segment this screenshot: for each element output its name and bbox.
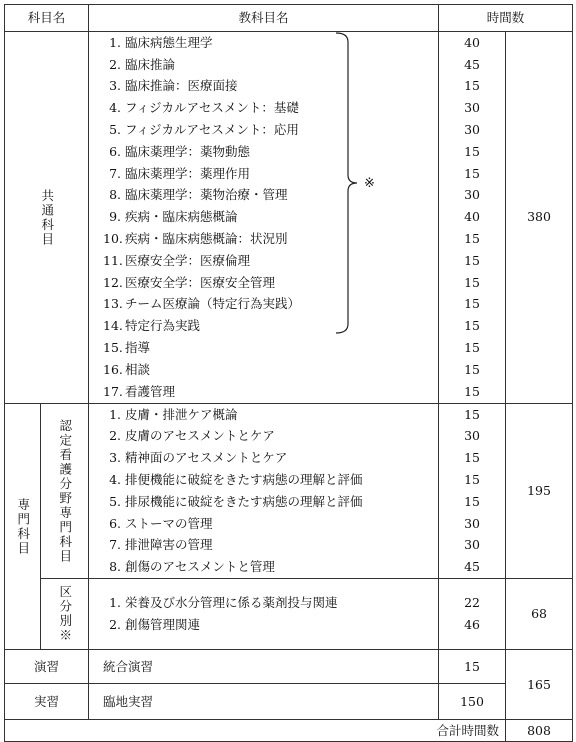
subject-name: 相談 xyxy=(125,361,151,377)
subject-row xyxy=(89,426,438,448)
subject-hours: 15 xyxy=(464,318,480,334)
specialized-label-cell xyxy=(5,404,41,650)
practicum-name: 臨地実習 xyxy=(89,684,439,720)
subject-row xyxy=(89,228,438,250)
subject-row xyxy=(89,359,438,381)
subject-number: 11. xyxy=(103,252,123,268)
exercise-label: 演習 xyxy=(5,650,89,684)
subject-name: 臨床薬理学：薬物治療・管理 xyxy=(125,187,288,203)
category-section xyxy=(5,579,573,650)
subject-hours: 15 xyxy=(464,231,480,247)
subject-number: 2. xyxy=(109,428,122,444)
category-label-cell xyxy=(41,579,89,650)
subject-number: 14. xyxy=(103,318,123,334)
subject-hours: 15 xyxy=(464,78,480,94)
subject-row xyxy=(89,381,438,403)
subject-hours: 15 xyxy=(464,340,480,356)
subject-hours: 15 xyxy=(464,252,480,268)
subject-name: チーム医療論（特定行為実践） xyxy=(125,296,301,312)
subject-row xyxy=(89,448,438,470)
subject-name: 創傷のアセスメントと管理 xyxy=(125,559,275,575)
exercise-hours: 15 xyxy=(439,650,506,684)
subject-hours: 40 xyxy=(464,209,480,225)
subject-hours: 15 xyxy=(464,450,480,466)
header-category: 科目名 xyxy=(5,5,89,32)
category-subject-list xyxy=(89,579,439,650)
subject-row xyxy=(89,491,438,513)
header-subject: 教科目名 xyxy=(89,5,439,32)
subject-number: 7. xyxy=(109,537,122,553)
certified-label-cell xyxy=(41,404,89,579)
exercise-practicum-subtotal: 165 xyxy=(506,650,573,720)
subject-row xyxy=(89,32,438,54)
subject-name: 臨床推論：医療面接 xyxy=(125,78,238,94)
subject-number: 9. xyxy=(109,209,122,225)
subject-number: 1. xyxy=(109,34,122,50)
subject-row xyxy=(89,76,438,98)
subject-row xyxy=(89,119,438,141)
subject-hours: 40 xyxy=(464,34,480,50)
subject-row xyxy=(89,513,438,535)
subject-name: 創傷管理関連 xyxy=(125,617,201,633)
subject-hours: 15 xyxy=(464,472,480,488)
subject-row xyxy=(89,185,438,207)
subject-hours: 46 xyxy=(464,617,480,633)
category-label: 区分別※ xyxy=(57,585,73,644)
subject-number: 10. xyxy=(103,231,123,247)
subject-name: フィジカルアセスメント：応用 xyxy=(125,122,299,138)
subject-name: フィジカルアセスメント：基礎 xyxy=(125,100,299,116)
header-row xyxy=(5,5,573,32)
subject-row xyxy=(89,272,438,294)
subject-number: 1. xyxy=(109,595,122,611)
subject-number: 2. xyxy=(109,617,122,633)
subject-name: ストーマの管理 xyxy=(125,515,213,531)
subject-row xyxy=(89,207,438,229)
subject-hours: 30 xyxy=(464,428,480,444)
subject-number: 13. xyxy=(103,296,123,312)
subject-hours: 45 xyxy=(464,559,480,575)
subject-name: 栄養及び水分管理に係る薬剤投与関連 xyxy=(125,595,338,611)
subject-name: 皮膚・排泄ケア概論 xyxy=(125,406,238,422)
subject-hours: 30 xyxy=(464,537,480,553)
subject-number: 6. xyxy=(109,143,122,159)
subject-number: 17. xyxy=(103,383,123,399)
practicum-hours: 150 xyxy=(439,684,506,720)
subject-hours: 30 xyxy=(464,100,480,116)
subject-name: 排泄障害の管理 xyxy=(125,537,213,553)
subject-hours: 15 xyxy=(464,383,480,399)
subject-row xyxy=(89,98,438,120)
subject-number: 4. xyxy=(109,472,122,488)
subject-hours: 30 xyxy=(464,515,480,531)
subject-hours: 15 xyxy=(464,165,480,181)
subject-name: 指導 xyxy=(125,340,151,356)
common-label-cell xyxy=(5,32,89,404)
subject-number: 8. xyxy=(109,559,122,575)
subject-number: 16. xyxy=(103,361,123,377)
subject-row xyxy=(89,535,438,557)
subject-row xyxy=(89,163,438,185)
common-section xyxy=(5,32,573,404)
exercise-name: 統合演習 xyxy=(89,650,439,684)
subject-number: 2. xyxy=(109,56,122,72)
subject-name: 疾病・臨床病態概論 xyxy=(125,209,238,225)
certified-section xyxy=(5,404,573,579)
common-subject-list xyxy=(89,32,439,404)
subject-name: 臨床薬理学：薬物動態 xyxy=(125,143,251,159)
practicum-label: 実習 xyxy=(5,684,89,720)
subject-row xyxy=(89,337,438,359)
subject-hours: 15 xyxy=(464,143,480,159)
practicum-row xyxy=(5,684,573,720)
subject-name: 排尿機能に破綻をきたす病態の理解と評価 xyxy=(125,493,363,509)
certified-subject-list xyxy=(89,404,439,579)
exercise-row xyxy=(5,650,573,684)
brace-note: ※ xyxy=(364,176,375,191)
subject-row xyxy=(89,54,438,76)
subject-name: 臨床病態生理学 xyxy=(125,34,213,50)
subject-hours: 30 xyxy=(464,187,480,203)
subject-name: 疾病・臨床病態概論：状況別 xyxy=(125,231,288,247)
subject-number: 5. xyxy=(109,122,122,138)
subject-hours: 15 xyxy=(464,274,480,290)
subject-number: 8. xyxy=(109,187,122,203)
subject-row xyxy=(89,614,438,636)
subject-row xyxy=(89,469,438,491)
header-hours: 時間数 xyxy=(439,5,573,32)
subject-number: 12. xyxy=(103,274,123,290)
total-hours: 808 xyxy=(506,720,573,742)
common-subtotal: 380 xyxy=(506,32,573,404)
subject-row xyxy=(89,404,438,426)
total-row xyxy=(5,720,573,742)
category-subtotal: 68 xyxy=(506,579,573,650)
subject-name: 排便機能に破綻をきたす病態の理解と評価 xyxy=(125,472,363,488)
subject-name: 医療安全学：医療安全管理 xyxy=(125,274,276,290)
subject-number: 5. xyxy=(109,493,122,509)
subject-row xyxy=(89,593,438,615)
subject-name: 臨床薬理学：薬理作用 xyxy=(125,165,251,181)
subject-row xyxy=(89,294,438,316)
subject-hours: 15 xyxy=(464,296,480,312)
common-hours-list xyxy=(439,32,506,404)
subject-number: 3. xyxy=(109,78,122,94)
subject-name: 精神面のアセスメントとケア xyxy=(125,450,288,466)
certified-hours-list xyxy=(439,404,506,579)
subject-hours: 15 xyxy=(464,406,480,422)
subject-name: 看護管理 xyxy=(125,383,176,399)
subject-row xyxy=(89,316,438,338)
subject-name: 臨床推論 xyxy=(125,56,176,72)
subject-hours: 15 xyxy=(464,493,480,509)
subject-name: 医療安全学：医療倫理 xyxy=(125,252,251,268)
category-hours-list xyxy=(439,579,506,650)
subject-hours: 15 xyxy=(464,361,480,377)
curriculum-table xyxy=(4,4,573,742)
subject-row xyxy=(89,141,438,163)
certified-label: 認定看護分野専門科目 xyxy=(57,418,73,564)
subject-number: 6. xyxy=(109,515,122,531)
subject-number: 15. xyxy=(103,340,123,356)
subject-hours: 22 xyxy=(464,595,480,611)
subject-row xyxy=(89,557,438,579)
common-label: 共通科目 xyxy=(39,188,55,247)
subject-number: 7. xyxy=(109,165,122,181)
subject-number: 3. xyxy=(109,450,122,466)
subject-number: 4. xyxy=(109,100,122,116)
subject-number: 1. xyxy=(109,406,122,422)
specialized-label: 専門科目 xyxy=(15,497,31,556)
subject-name: 特定行為実践 xyxy=(125,318,201,334)
subject-name: 皮膚のアセスメントとケア xyxy=(125,428,275,444)
subject-row xyxy=(89,250,438,272)
certified-subtotal: 195 xyxy=(506,404,573,579)
subject-hours: 45 xyxy=(464,56,480,72)
total-label: 合計時間数 xyxy=(5,720,506,742)
subject-hours: 30 xyxy=(464,122,480,138)
